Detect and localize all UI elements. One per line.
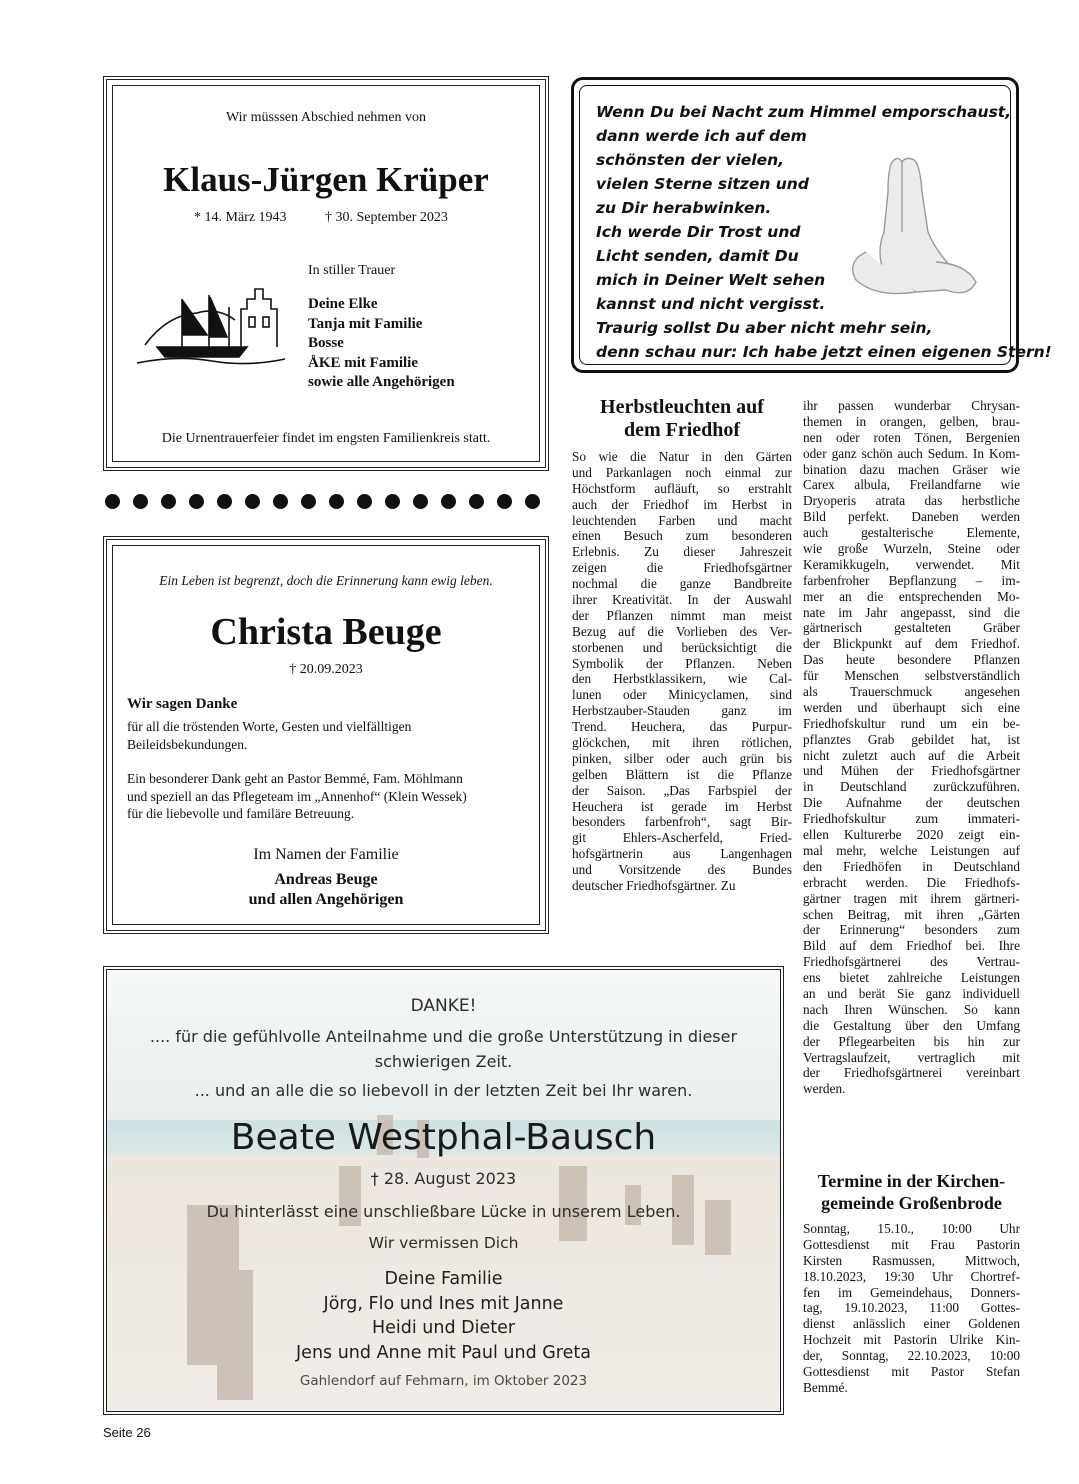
text-line: bination dazu machen Gräser wie [803,461,1020,477]
page-number: Seite 26 [103,1425,151,1440]
text-line: Bild auf dem Friedhof bei. Ihre [803,938,1020,954]
text-line: der Pflegearbeiten bis hin zur [803,1033,1020,1049]
text-line: Carex albula, Freilandfarne wie [803,477,1020,493]
deceased-name: Christa Beuge [210,611,442,653]
text-line: Keramikkugeln, verwendet. Mit [803,556,1020,572]
text-line: fen im Gemeindehaus, Donners- [803,1284,1020,1300]
place-date: Gahlendorf auf Fehmarn, im Oktober 2023 [299,1373,588,1389]
text-line: Gottesdienst mit Pastor Stefan [803,1364,1020,1380]
text-line: storbenen und berücksichtigt die [572,639,792,655]
thanks-line-2: schwierigen Zeit. [374,1052,513,1071]
text-line: Bezug auf die Vorlieben des Ver- [572,623,792,639]
text-line: und Vorsitzende des Bundes [572,862,792,878]
text-line: der Saison. „Das Farbspiel der [572,782,792,798]
thanks-heading: DANKE! [410,996,477,1016]
text-line: Erlebnis. Zu dieser Jahreszeit [572,544,792,560]
birth-date: * 14. März 1943 [194,210,287,225]
text-line: dienst anlässlich einer Goldenen [803,1316,1020,1332]
text-line: auch gestalterische Elemente, [803,525,1020,541]
text-line: Heuchera ist gerade im Herbst [572,798,792,814]
text-line: Höchstform aufläuft, so erstrahlt [572,480,792,496]
text-line: für Menschen selbstverständlich [803,668,1020,684]
text-line: nate im Jahr angepasst, sind die [803,604,1020,620]
text-line: werden. [803,1081,846,1097]
text-line: ens bietet zahlreiche Leistungen [803,970,1020,986]
text-line: zeigen die Friedhofsgärtner [572,560,792,576]
text-line: an und berät Sie ganz individuell [803,985,1020,1001]
text-line: werden und überhaupt sich eine [803,699,1020,715]
text-line: ihr passen wunderbar Chrysan- [803,398,1020,413]
text-line: pflanztes Grab gebildet hat, ist [803,731,1020,747]
deceased-name: Klaus-Jürgen Krüper [163,160,489,199]
poem-line: schönsten der vielen, [596,151,785,169]
funeral-note: Die Urnentrauerfeier findet im engsten Familienkreis statt. [161,431,491,446]
text-line: Gottesdienst mit Frau Pastorin [803,1236,1020,1252]
thanks-heading: Wir sagen Danke [127,696,238,712]
text-line: deutscher Friedhofsgärtner. Zu [572,878,736,894]
text-line: Die Aufnahme der deutschen [803,795,1020,811]
text-line: Symbolik der Pflanzen. Neben [572,655,792,671]
death-date: † 28. August 2023 [370,1169,517,1188]
poem-line: Traurig sollst Du aber nicht mehr sein, [596,319,933,337]
poem-line: Wenn Du bei Nacht zum Himmel emporschaust, [596,103,1012,121]
text-line: Sonntag, 15.10., 10:00 Uhr [803,1221,1020,1236]
poem-line: kannst und nicht vergisst. [596,295,826,313]
text-line: und Parkanlagen noch einmal zur [572,464,792,480]
poem-line: dann werde ich auf dem [596,127,807,145]
poem-line: vielen Sterne sitzen und [596,175,809,193]
text-line: Friedhofskultur rund um ein be- [803,715,1020,731]
text-line: Kirsten Rasmussen, Mittwoch, [803,1252,1020,1268]
text-line: hofsgärtnerin aus Langenhagen [572,846,792,862]
text-line: gärtnerisch gestalteten Gräber [803,620,1020,636]
text-line: Hochzeit mit Pastorin Ulrike Kin- [803,1332,1020,1348]
text-line: Trend. Heuchera, das Purpur- [572,719,792,735]
poem-line: Ich werde Dir Trost und [596,223,801,241]
text-line: nen oder roten Tönen, Bergenien [803,429,1020,445]
text-line: erbracht werden. Die Friedhofs- [803,874,1020,890]
text-line: gelben Blättern ist die Pflanze [572,766,792,782]
death-date: † 30. September 2023 [325,210,448,225]
text-line: Das heute besondere Pflanzen [803,652,1020,668]
memorial-quote: Du hinterlässt eine unschließbare Lücke in unserem Leben. [206,1202,681,1221]
article-column-1 [572,449,792,894]
poem-line: Licht senden, damit Du [596,247,799,265]
thanks-line-3: ... und an alle die so liebevoll in der letzten Zeit bei Ihr waren. [194,1081,693,1100]
thanks-line-1: .... für die gefühlvolle Anteilnahme und die große Unterstützung in dieser [149,1027,738,1046]
text-line: und Mühen der Friedhofsgärtner [803,763,1020,779]
text-line: nochmal die ganze Bandbreite [572,576,792,592]
text-line: gärtner tragen mit ihrem gärtneri- [803,890,1020,906]
text-line: 18.10.2023, 19:30 Uhr Chortref- [803,1268,1020,1284]
thanks-text: für all die tröstenden Worte, Gesten und vielfälltigen Beileidsbekundungen. [127,719,412,752]
text-line: pinken, silber oder auch grün bis [572,750,792,766]
text-line: mal mehr, welche Leistungen auf [803,842,1020,858]
events-title: Termine in der Kirchen- gemeinde Großenbrode [817,1171,1006,1213]
article-column-2 [803,398,1020,1097]
text-line: Vertragslaufzeit, vertraglich mit [803,1049,1020,1065]
ship-church-icon [137,285,287,367]
text-line: Bild perfekt. Daneben werden [803,509,1020,525]
text-line: Friedhofsgärtnerei des Vertrau- [803,954,1020,970]
text-line: lunen oder Minicyclamen, sind [572,687,792,703]
special-thanks-text: Ein besonderer Dank geht an Pastor Bemmé, Fam. Möhlmann und speziell an das Pflegeteam im „Annenhof“ (Klein Wessek) für die liebevolle und familäre Betreuung. [127,771,467,821]
text-line: Herbstzauber-Stauden ganz im [572,703,792,719]
deceased-name: Beate Westphal-Bausch [230,1117,657,1158]
text-line: als Trauerschmuck angesehen [803,684,1020,700]
text-line: den Herbstklassikern, wie Cal- [572,671,792,687]
article-title: Herbstleuchten auf dem Friedhof [600,396,764,441]
text-line: git Ehlers-Ascherfeld, Fried- [572,830,792,846]
text-line: auch der Friedhof im Herbst in [572,496,792,512]
text-line: der Blickpunkt auf dem Friedhof. [803,636,1020,652]
text-line: den Friedhöfen in Deutschland [803,858,1020,874]
poem-line: mich in Deiner Welt sehen [596,271,826,289]
text-line: farbenfroher Bepflanzung – im- [803,572,1020,588]
text-line: Friedhofskultur zum immateri- [803,811,1020,827]
text-line: einen Besuch zum besonderen [572,528,792,544]
miss-you-line: Wir vermissen Dich [368,1234,519,1252]
obituary-westphal-bausch [103,966,784,1415]
text-line: in Deutschland zurückzuführen. [803,779,1020,795]
text-line: glöckchen, mit ihren rötlichen, [572,735,792,751]
death-date: † 20.09.2023 [289,662,363,677]
text-line: leuchtenden Farben und macht [572,512,792,528]
dot-separator [103,494,549,514]
text-line: der Pflanzen nimmt man meist [572,607,792,623]
text-line: nach Ihren Wünschen. So kann [803,1001,1020,1017]
obituary-intro: Wir müsssen Abschied nehmen von [225,110,427,125]
family-list: Deine Familie Jörg, Flo und Ines mit Janne Heidi und Dieter Jens und Anne mit Paul und Greta [296,1269,591,1363]
text-line: oder ganz schön auch Sedum. In Kom- [803,445,1020,461]
text-line: So wie die Natur in den Gärten [572,449,792,464]
text-line: tag, 19.10.2023, 11:00 Gottes- [803,1300,1020,1316]
text-line: nicht zuletzt auch auf die Arbeit [803,747,1020,763]
obituary-beuge [103,536,549,934]
poem-line: zu Dir herabwinken. [596,199,772,217]
text-line: mer an die entsprechenden Mo- [803,588,1020,604]
obituary-motto: Ein Leben ist begrenzt, doch die Erinnerung kann ewig leben. [159,573,493,588]
text-line: der Friedhofsgärtnerei vereinbart [803,1065,1020,1081]
text-line: Dryoperis atrata das herbstliche [803,493,1020,509]
text-line: ellen Kulturerbe 2020 zeigt ein- [803,827,1020,843]
praying-hands-icon [836,152,986,302]
mourning-label: In stiller Trauer [308,263,396,278]
text-line: wie große Wurzeln, Steine oder [803,541,1020,557]
text-line: der Erinnerung“ besonders zum [803,922,1020,938]
poem-line: denn schau nur: Ich habe jetzt einen eigenen Stern! [596,343,1052,361]
mourners-list: Deine Elke Tanja mit Familie Bosse ÅKE mit Familie sowie alle Angehörigen [308,296,455,390]
signoff: Im Namen der Familie [253,846,399,863]
poem-box [571,77,1052,373]
text-line: besonders farbenfroh“, sagt Bir- [572,814,792,830]
text-line: Bemmé. [803,1379,848,1395]
text-line: der, Sonntag, 22.10.2023, 10:00 [803,1348,1020,1364]
obituary-krueper [103,76,549,471]
text-line: die Gestaltung über den Umfang [803,1017,1020,1033]
text-line: schen Beitrag, mit ihren „Gärten [803,906,1020,922]
signers: Andreas Beuge und allen Angehörigen [248,871,404,908]
text-line: ihrer Kreativität. In der Auswahl [572,592,792,608]
text-line: themen in orangen, gelben, brau- [803,413,1020,429]
events-body [803,1221,1020,1396]
